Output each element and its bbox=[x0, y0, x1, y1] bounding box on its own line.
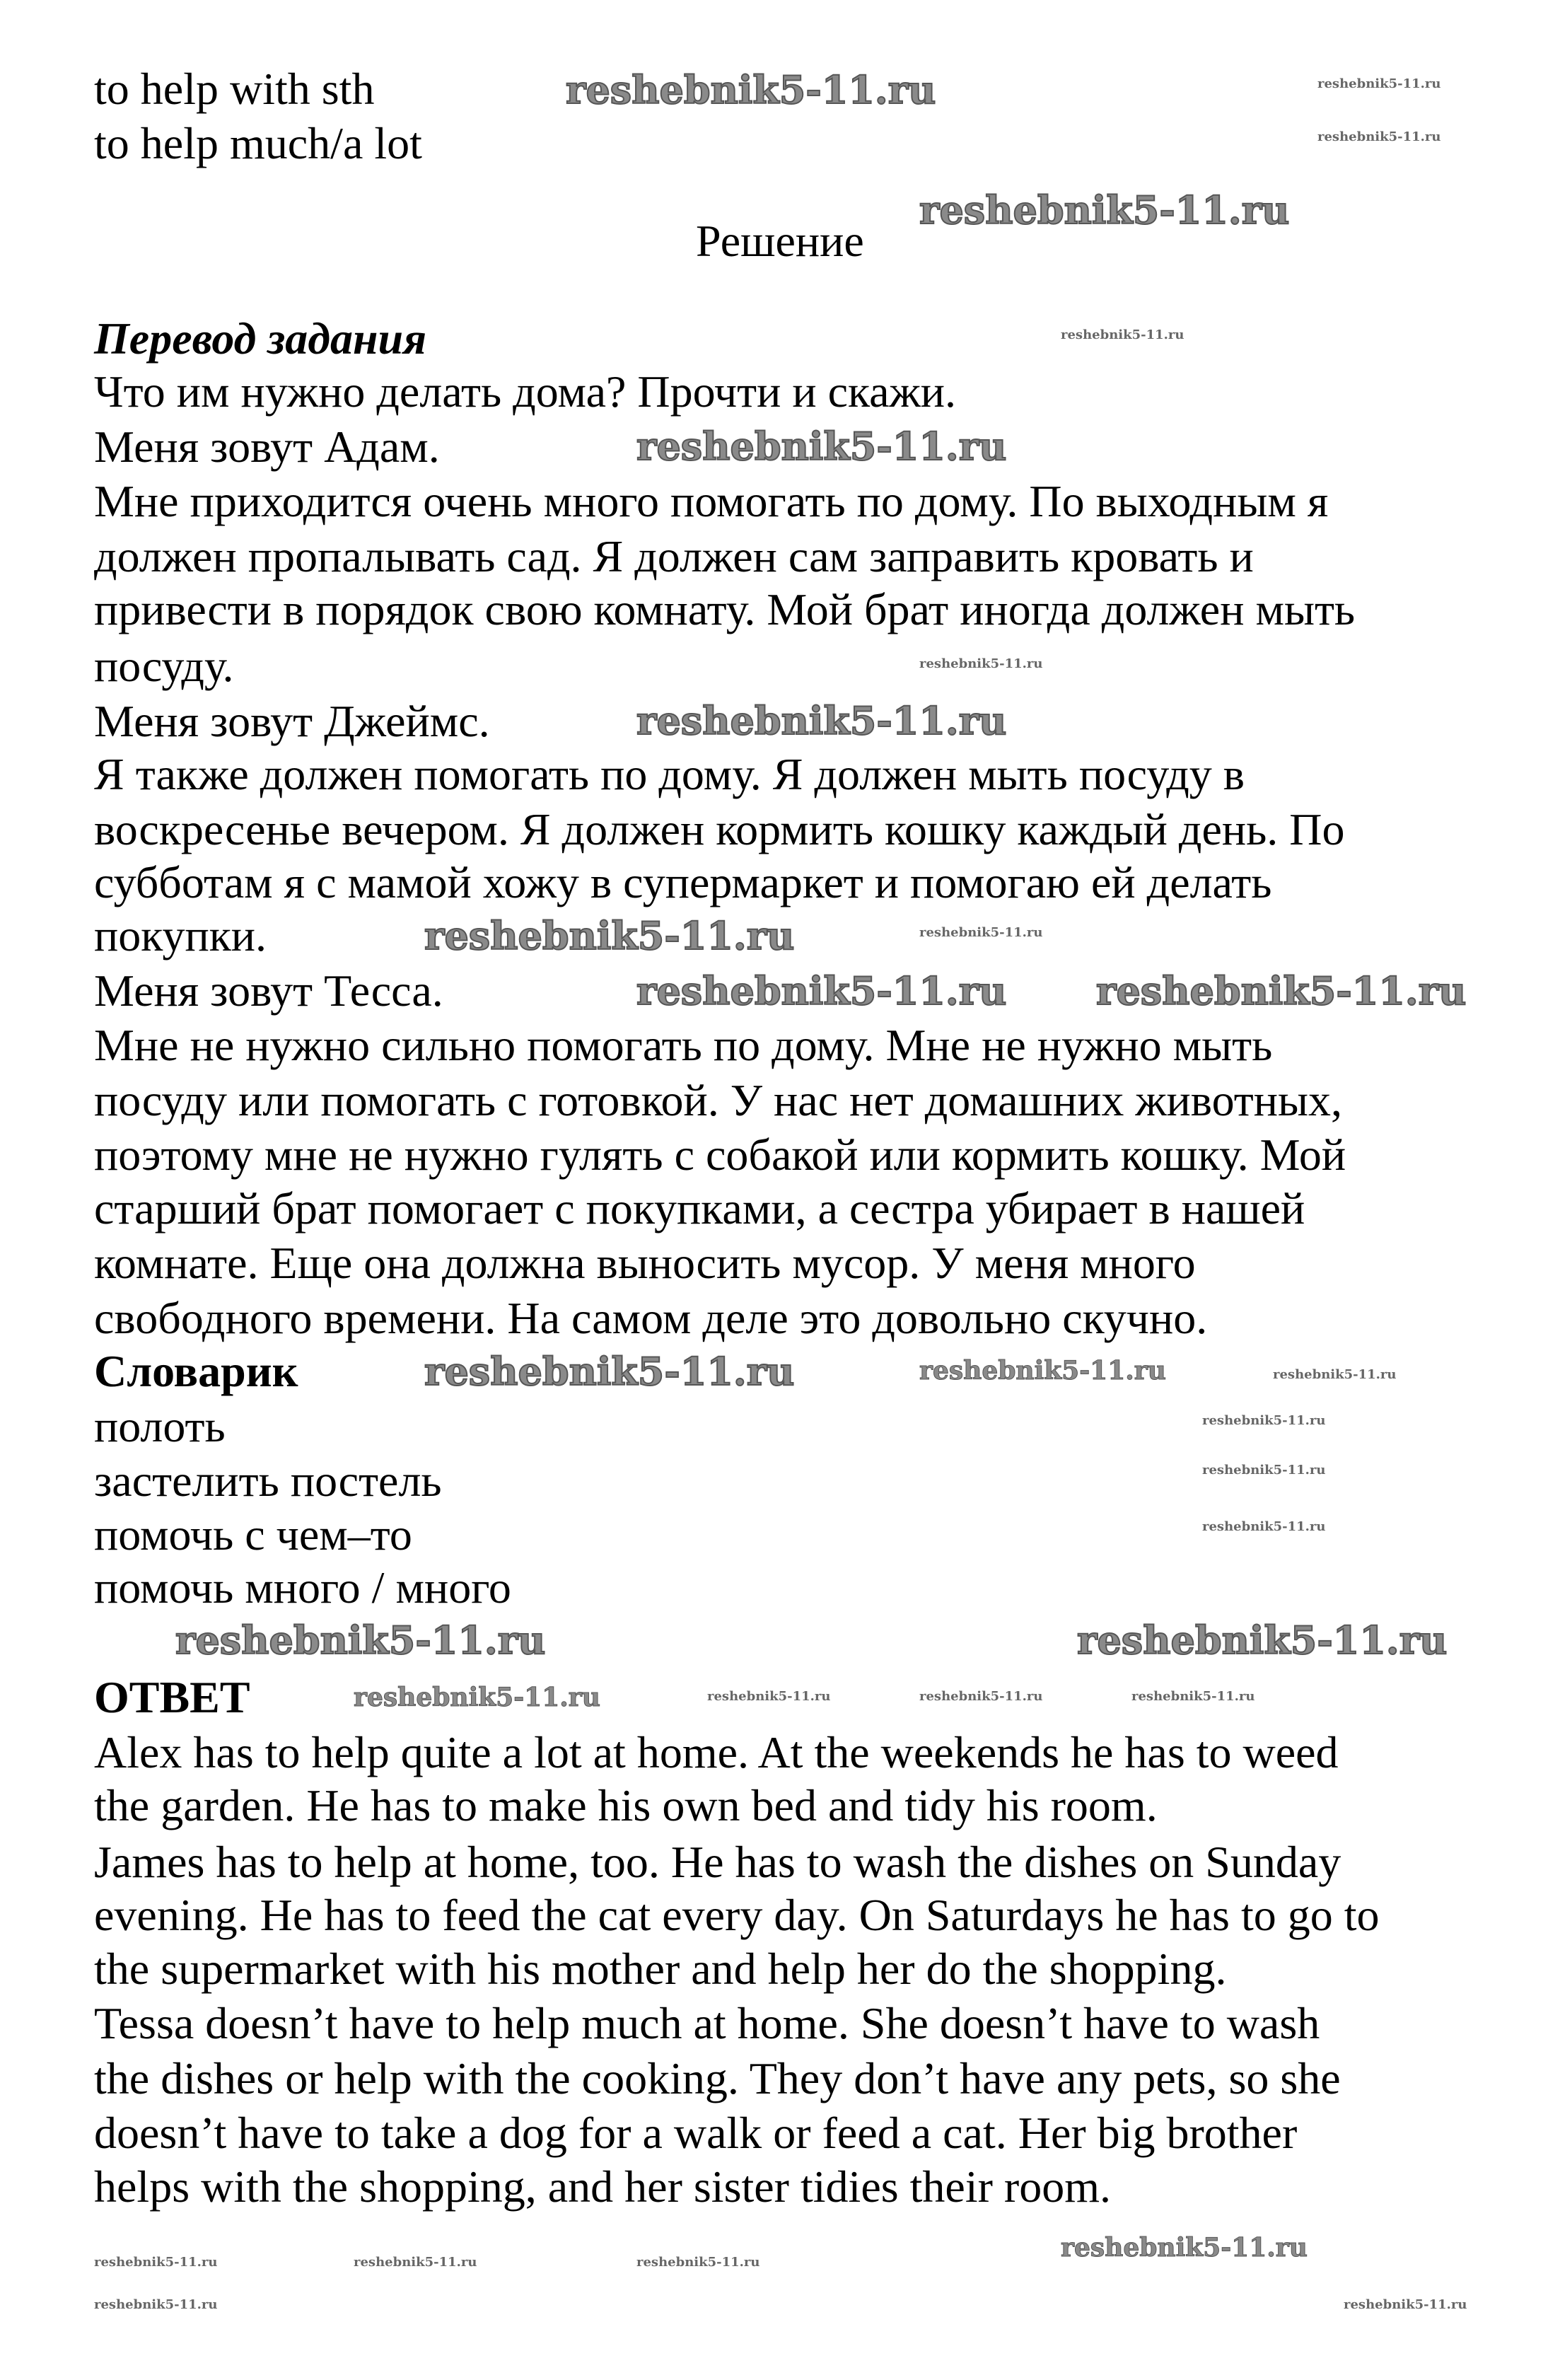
translation-line: Меня зовут Адам. bbox=[94, 422, 440, 472]
watermark: reshebnik5-11.ru bbox=[1202, 1413, 1326, 1428]
translation-line: Мне приходится очень много помогать по дому. По выходным я bbox=[94, 476, 1329, 526]
watermark: reshebnik5-11.ru bbox=[636, 968, 1007, 1014]
translation-line: воскресенье вечером. Я должен кормить кошку каждый день. По bbox=[94, 804, 1345, 854]
watermark: reshebnik5-11.ru bbox=[1344, 2297, 1467, 2312]
answer-line: helps with the shopping, and her sister tidies their room. bbox=[94, 2161, 1111, 2212]
translation-line: привести в порядок свою комнату. Мой брат иногда должен мыть bbox=[94, 584, 1356, 634]
solution-title: Решение bbox=[696, 216, 864, 266]
watermark: reshebnik5-11.ru bbox=[1202, 1463, 1326, 1478]
watermark: reshebnik5-11.ru bbox=[1202, 1519, 1326, 1534]
watermark: reshebnik5-11.ru bbox=[1131, 1689, 1255, 1704]
watermark: reshebnik5-11.ru bbox=[636, 2255, 760, 2270]
vocab-line: to help with sth bbox=[94, 64, 375, 114]
glossary-item: помочь с чем–то bbox=[94, 1509, 412, 1560]
glossary-heading: Словарик bbox=[94, 1346, 298, 1396]
watermark: reshebnik5-11.ru bbox=[636, 424, 1007, 469]
watermark: reshebnik5-11.ru bbox=[354, 2255, 477, 2270]
watermark: reshebnik5-11.ru bbox=[1061, 2233, 1308, 2263]
translation-line: Мне не нужно сильно помогать по дому. Мне не нужно мыть bbox=[94, 1020, 1273, 1070]
translation-line: комнате. Еще она должна выносить мусор. У меня много bbox=[94, 1238, 1196, 1288]
translation-line: старший брат помогает с покупками, а сестра убирает в нашей bbox=[94, 1183, 1305, 1233]
watermark: reshebnik5-11.ru bbox=[94, 2255, 218, 2270]
answer-line: doesn’t have to take a dog for a walk or feed a cat. Her big brother bbox=[94, 2108, 1298, 2158]
watermark: reshebnik5-11.ru bbox=[707, 1689, 831, 1704]
watermark: reshebnik5-11.ru bbox=[919, 1689, 1043, 1704]
translation-line: посуду или помогать с готовкой. У нас нет домашних животных, bbox=[94, 1075, 1342, 1125]
vocab-line: to help much/a lot bbox=[94, 118, 422, 168]
watermark: reshebnik5-11.ru bbox=[1061, 327, 1184, 342]
answer-line: the dishes or help with the cooking. They don’t have any pets, so she bbox=[94, 2053, 1341, 2103]
watermark: reshebnik5-11.ru bbox=[424, 913, 795, 958]
watermark: reshebnik5-11.ru bbox=[1317, 76, 1441, 91]
translation-line: Я также должен помогать по дому. Я должен мыть посуду в bbox=[94, 749, 1245, 799]
watermark: reshebnik5-11.ru bbox=[566, 67, 936, 112]
glossary-item: застелить постель bbox=[94, 1456, 442, 1506]
answer-line: the supermarket with his mother and help her do the shopping. bbox=[94, 1944, 1227, 1994]
watermark: reshebnik5-11.ru bbox=[1273, 1367, 1397, 1382]
answer-line: Tessa doesn’t have to help much at home. She doesn’t have to wash bbox=[94, 1998, 1320, 2048]
answer-heading: ОТВЕТ bbox=[94, 1672, 250, 1722]
watermark: reshebnik5-11.ru bbox=[94, 2297, 218, 2312]
watermark: reshebnik5-11.ru bbox=[175, 1618, 546, 1663]
watermark: reshebnik5-11.ru bbox=[636, 698, 1007, 743]
answer-line: James has to help at home, too. He has to wash the dishes on Sunday bbox=[94, 1837, 1341, 1887]
translation-line: свободного времени. На самом деле это довольно скучно. bbox=[94, 1293, 1208, 1343]
translation-line: поэтому мне не нужно гулять с собакой или кормить кошку. Мой bbox=[94, 1130, 1346, 1180]
translation-line: покупки. bbox=[94, 910, 267, 960]
glossary-item: помочь много / много bbox=[94, 1562, 511, 1613]
translation-line: Меня зовут Джеймс. bbox=[94, 696, 490, 746]
watermark: reshebnik5-11.ru bbox=[919, 1356, 1166, 1386]
translation-line: должен пропалывать сад. Я должен сам заправить кровать и bbox=[94, 531, 1254, 581]
watermark: reshebnik5-11.ru bbox=[1077, 1618, 1448, 1663]
watermark: reshebnik5-11.ru bbox=[919, 925, 1043, 940]
watermark: reshebnik5-11.ru bbox=[919, 656, 1043, 671]
translation-line: Что им нужно делать дома? Прочти и скажи. bbox=[94, 366, 956, 417]
answer-line: evening. He has to feed the cat every day. On Saturdays he has to go to bbox=[94, 1890, 1380, 1940]
answer-line: Alex has to help quite a lot at home. At the weekends he has to weed bbox=[94, 1727, 1339, 1777]
watermark: reshebnik5-11.ru bbox=[919, 187, 1290, 233]
translation-heading: Перевод задания bbox=[94, 313, 427, 364]
glossary-item: полоть bbox=[94, 1401, 226, 1451]
translation-line: Меня зовут Тесса. bbox=[94, 965, 443, 1016]
translation-line: посуду. bbox=[94, 641, 234, 691]
translation-line: субботам я с мамой хожу в супермаркет и помогаю ей делать bbox=[94, 857, 1272, 907]
answer-line: the garden. He has to make his own bed and tidy his room. bbox=[94, 1780, 1158, 1830]
watermark: reshebnik5-11.ru bbox=[354, 1683, 600, 1712]
watermark: reshebnik5-11.ru bbox=[1096, 968, 1467, 1014]
watermark: reshebnik5-11.ru bbox=[424, 1349, 795, 1394]
watermark: reshebnik5-11.ru bbox=[1317, 129, 1441, 144]
